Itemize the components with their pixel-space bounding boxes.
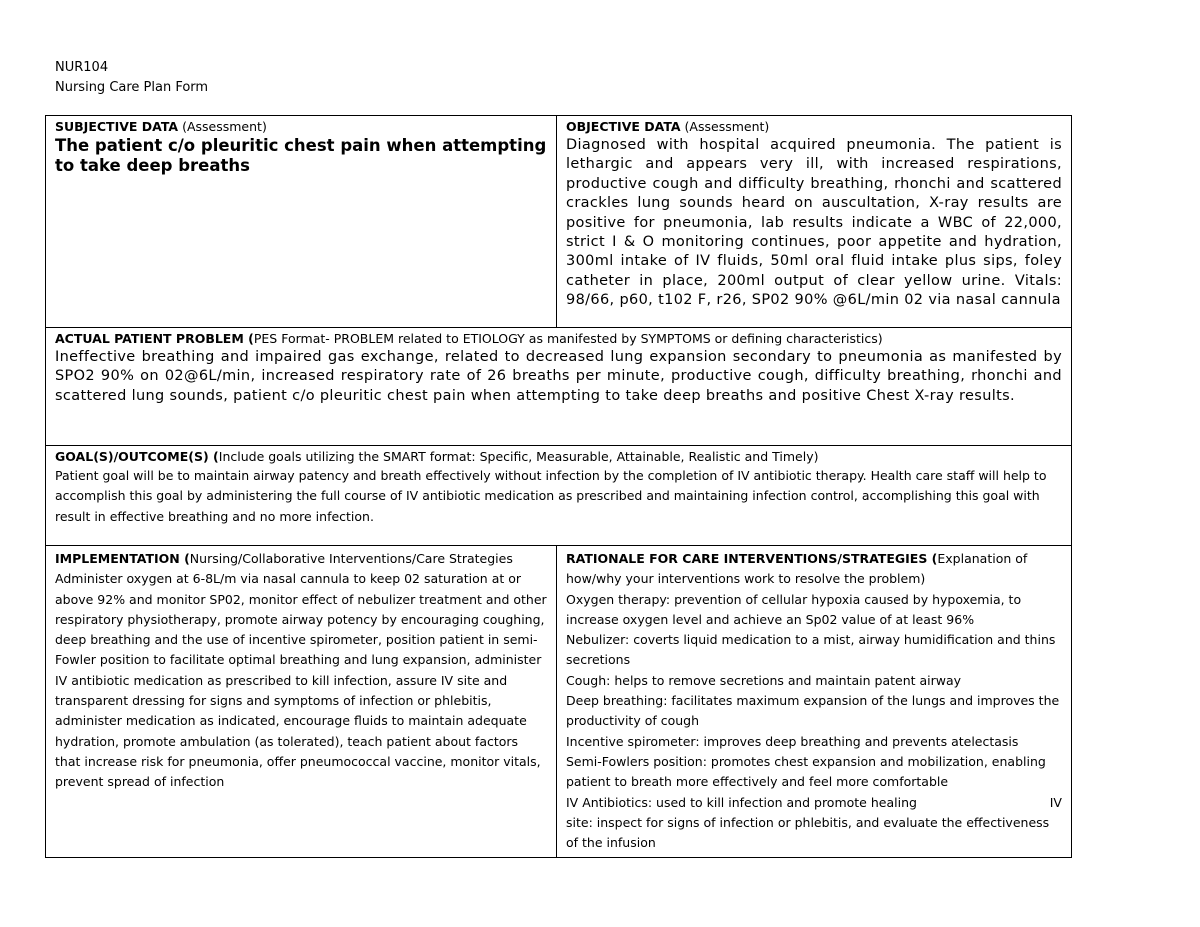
rationale-item: Deep breathing: facilitates maximum expansion of the lungs and improves the productivity of cough [566,693,1060,729]
rationale-item: Incentive spirometer: improves deep breathing and prevents atelectasis [566,733,1019,749]
goal-label: GOAL(S)/OUTCOME(S) (Include goals utilizing the SMART format: Specific, Measurable, Attainable, Realistic and Timely) [55,449,819,464]
implementation-text: Administer oxygen at 6-8L/m via nasal cannula to keep 02 saturation at or above 92% and monitor SP02, monitor effect of nebulizer treatment and other respiratory physiotherapy, promote airway potency by encouraging coughing, deep breathing and the use of incentive spirometer, position patient in semi-Fowler position to facilitate optimal breathing and lung expansion, administer IV antibiotic medication as prescribed to kill infection, assure IV site and transparent dressing for signs and symptoms of infection or phlebitis, administer medication as indicated, encourage fluids to maintain adequate hydration, promote ambulation (as tolerated), teach patient about factors that increase risk for pneumonia, offer pneumococcal vaccine, monitor vitals, prevent spread of infection [55,571,547,790]
rationale-item: site: inspect for signs of infection or phlebitis, and evaluate the effectiveness of the infusion [566,814,1050,851]
actual-patient-problem-cell [46,328,1072,446]
implementation-cell [46,546,557,858]
implementation-label: IMPLEMENTATION (Nursing/Collaborative Interventions/Care Strategies [55,551,513,566]
goal-row [46,446,1072,546]
problem-label: ACTUAL PATIENT PROBLEM (PES Format- PROBLEM related to ETIOLOGY as manifested by SYMPTOMS or defining characteristics) [55,331,883,346]
rationale-item: Semi-Fowlers position: promotes chest expansion and mobilization, enabling patient to breath more effectively and feel more comfortable [566,753,1046,790]
rationale-cell [557,546,1072,858]
problem-row [46,328,1072,446]
subjective-text: The patient c/o pleuritic chest pain when attempting to take deep breaths [55,136,547,175]
rationale-item: IV IV Antibiotics: used to kill infection and promote healing [566,793,1062,813]
objective-data-cell [557,116,1072,328]
subjective-data-cell [46,116,557,328]
subjective-label: SUBJECTIVE DATA (Assessment) [55,119,267,134]
rationale-list [566,590,1062,854]
goal-text: Patient goal will be to maintain airway patency and breath effectively without infection by the completion of IV antibiotic therapy. Health care staff will help to accomplish this goal by administering the full course of IV antibiotic medication as prescribed and maintaining infection control, accomplishing this goal with result in effective breathing and no more infection. [55,468,1047,524]
interventions-row [46,546,1072,858]
care-plan-table [45,115,1072,858]
problem-text: Ineffective breathing and impaired gas exchange, related to decreased lung expansion secondary to pneumonia as manifested by SPO2 90% on 02@6L/min, increased respiratory rate of 26 breaths per minute, productive cough, difficulty breathing, rhonchi and scattered lung sounds, patient c/o pleuritic chest pain when attempting to take deep breaths and positive Chest X-ray results. [55,349,1062,404]
rationale-item: Oxygen therapy: prevention of cellular hypoxia caused by hypoxemia, to increase oxygen level and achieve an Sp02 value of at least 96% [566,591,1022,627]
form-title: Nursing Care Plan Form [55,80,209,95]
objective-label: OBJECTIVE DATA (Assessment) [566,119,770,134]
objective-text: Diagnosed with hospital acquired pneumonia. The patient is lethargic and appears very ill, with increased respirations, productive cough and difficulty breathing, rhonchi and scattered crackles lung sounds heard on auscultation, X-ray results are positive for pneumonia, lab results indicate a WBC of 22,000, strict I & O monitoring continues, poor appetite and hydration, 300ml intake of IV fluids, 50ml oral fluid intake plus sips, foley catheter in place, 200ml output of clear yellow urine. Vitals: 98/66, p60, t102 F, r26, SP02 90% @6L/min 02 via nasal cannula [566,137,1062,309]
rationale-item: Nebulizer: coverts liquid medication to a mist, airway humidification and thins secretions [566,632,1056,668]
rationale-item: Cough: helps to remove secretions and maintain patent airway [566,672,962,688]
iv-label: IV [1049,794,1062,810]
course-code: NUR104 [55,60,109,75]
goals-outcomes-cell [46,446,1072,546]
assessment-row [46,116,1072,328]
rationale-label: RATIONALE FOR CARE INTERVENTIONS/STRATEGIES (Explanation of how/why your interventions work to resolve the problem) [566,551,1028,587]
